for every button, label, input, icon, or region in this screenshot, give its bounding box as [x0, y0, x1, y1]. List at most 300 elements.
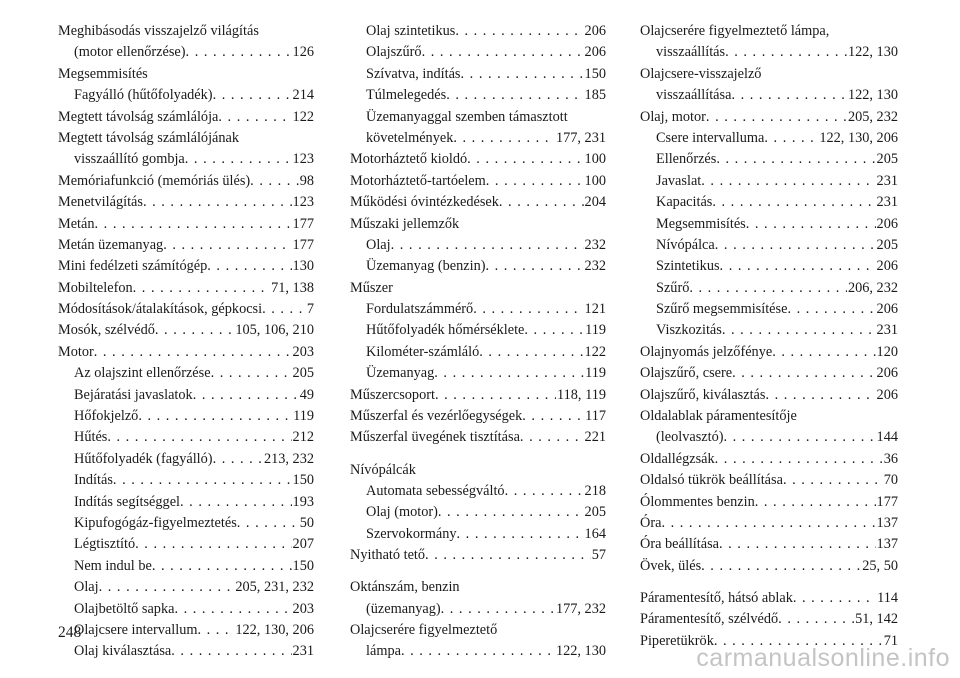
- dot-leader: [473, 299, 583, 320]
- index-term: visszaállító gombja: [74, 151, 185, 168]
- dot-leader: [435, 385, 556, 406]
- index-subentry: [350, 21, 606, 42]
- dot-leader: [701, 171, 875, 192]
- index-term: Szívatva, indítás: [366, 65, 461, 82]
- index-term: Megsemmisítés: [656, 215, 746, 232]
- index-subentry: [640, 256, 898, 277]
- index-subentry: [58, 556, 314, 577]
- index-term: Műszerfal üvegének tisztítása: [350, 429, 520, 446]
- index-term: Memóriafunkció (memóriás ülés): [58, 172, 251, 189]
- dot-leader: [457, 524, 584, 545]
- index-subentry: [350, 524, 606, 545]
- index-entry-continuation: [640, 42, 898, 63]
- index-subentry: [58, 85, 314, 106]
- page-reference: 114: [877, 589, 898, 606]
- index-entry: [58, 278, 314, 299]
- page-reference: 206: [876, 258, 898, 275]
- page-reference: 122, 130: [847, 87, 898, 104]
- index-spacer: [350, 566, 606, 577]
- index-term: Hűtőfolyadék (fagyálló): [74, 450, 213, 467]
- index-entry: [58, 128, 314, 149]
- index-entry: [640, 449, 898, 470]
- page-reference: 122: [292, 108, 314, 125]
- page-reference: 177, 232: [555, 600, 606, 617]
- index-entry: [58, 256, 314, 277]
- index-term: Olaj kiválasztása: [74, 643, 172, 660]
- dot-leader: [715, 235, 876, 256]
- page-reference: 36: [883, 450, 898, 467]
- page-reference: 122, 130, 206: [819, 129, 898, 146]
- index-term: Ellenőrzés: [656, 151, 717, 168]
- index-entry: [350, 278, 606, 299]
- dot-leader: [152, 556, 292, 577]
- index-spacer: [350, 449, 606, 460]
- dot-leader: [479, 342, 583, 363]
- watermark: carmanualsonline.info: [696, 644, 950, 672]
- page-reference: 71: [883, 632, 898, 649]
- page-reference: 231: [876, 194, 898, 211]
- index-entry: [58, 21, 314, 42]
- dot-leader: [155, 320, 234, 341]
- index-term: Nívópálcák: [350, 461, 416, 478]
- page-reference: 206: [876, 386, 898, 403]
- index-term: Szűrő megsemmisítése: [656, 301, 788, 318]
- dot-leader: [180, 492, 292, 513]
- index-subentry: [58, 641, 314, 662]
- dot-leader: [422, 42, 584, 63]
- page-reference: 206: [584, 23, 606, 39]
- index-term: Indítás segítséggel: [74, 493, 181, 510]
- index-entry: [58, 235, 314, 256]
- dot-leader: [731, 85, 847, 106]
- index-term: Oktánszám, benzin: [350, 579, 460, 596]
- dot-leader: [505, 481, 584, 502]
- index-term: Kapacitás: [656, 194, 713, 211]
- index-subentry: [58, 599, 314, 620]
- index-term: Olaj: [366, 236, 391, 253]
- index-term: Nyitható tető: [350, 547, 426, 564]
- index-subentry: [350, 85, 606, 106]
- page-reference: 205: [876, 236, 898, 253]
- index-subentry: [58, 427, 314, 448]
- page-reference: 144: [876, 429, 898, 446]
- page-reference: 7: [306, 301, 314, 318]
- index-subentry: [640, 214, 898, 235]
- index-entry: [350, 427, 606, 448]
- dot-leader: [401, 641, 555, 662]
- index-entry-continuation: [58, 149, 314, 170]
- dot-leader: [171, 641, 291, 662]
- page-reference: 207: [292, 536, 314, 553]
- index-term: Olajcserére figyelmeztető lámpa,: [640, 23, 830, 39]
- index-subentry: [640, 171, 898, 192]
- index-term: Olajcsere intervallum: [74, 621, 198, 638]
- page-reference: 100: [584, 151, 606, 168]
- page-reference: 205: [292, 365, 314, 382]
- dot-leader: [143, 192, 292, 213]
- index-subentry: [350, 107, 606, 128]
- dot-leader: [113, 470, 292, 491]
- index-entry: [640, 64, 898, 85]
- page-reference: 214: [292, 87, 314, 104]
- dot-leader: [138, 406, 292, 427]
- index-subentry: [350, 299, 606, 320]
- index-term: Üzemanyaggal szemben támasztott: [366, 108, 568, 125]
- index-term: Olajbetöltő sapka: [74, 600, 175, 617]
- index-term: Javaslat: [656, 172, 702, 189]
- index-subentry: [350, 64, 606, 85]
- index-entry: [640, 107, 898, 128]
- index-subentry: [58, 534, 314, 555]
- page-reference: 98: [299, 172, 314, 189]
- index-term: Műszerfal és vezérlőegységek: [350, 408, 523, 425]
- dot-leader: [716, 149, 875, 170]
- dot-leader: [778, 609, 854, 630]
- dot-leader: [163, 235, 291, 256]
- index-term: Hűtés: [74, 429, 108, 446]
- index-term: Motorháztető-tartóelem: [350, 172, 486, 189]
- dot-leader: [725, 42, 847, 63]
- page-reference: 57: [591, 547, 606, 564]
- dot-leader: [755, 492, 876, 513]
- page-reference: 100: [584, 172, 606, 189]
- dot-leader: [193, 385, 299, 406]
- index-entry-continuation: [640, 427, 898, 448]
- index-term: Olajszűrő: [366, 44, 422, 61]
- index-subentry: [58, 492, 314, 513]
- page-reference: 120: [876, 343, 898, 360]
- index-subentry: [640, 278, 898, 299]
- index-entry: [350, 149, 606, 170]
- index-term: Mosók, szélvédő: [58, 322, 155, 339]
- page-reference: 126: [292, 44, 314, 61]
- index-term: Műszaki jellemzők: [350, 215, 460, 232]
- index-term: Motorháztető kioldó: [350, 151, 468, 168]
- page-reference: 122, 130: [555, 643, 606, 660]
- index-term: követelmények: [366, 129, 454, 146]
- index-term: Túlmelegedés: [366, 87, 447, 104]
- index-spacer: [640, 577, 898, 588]
- page-reference: 137: [876, 536, 898, 553]
- page-reference: 164: [584, 525, 606, 542]
- page-reference: 49: [299, 386, 314, 403]
- dot-leader: [133, 278, 270, 299]
- dot-leader: [522, 406, 584, 427]
- dot-leader: [94, 342, 292, 363]
- index-entry: [640, 556, 898, 577]
- index-subentry: [58, 385, 314, 406]
- dot-leader: [391, 235, 584, 256]
- dot-leader: [712, 192, 875, 213]
- index-term: Meghibásodás visszajelző világítás: [58, 23, 259, 39]
- index-subentry: [350, 256, 606, 277]
- index-term: Olaj (motor): [366, 504, 438, 521]
- index-column-3: [640, 21, 898, 652]
- index-entry: [350, 214, 606, 235]
- dot-leader: [441, 599, 555, 620]
- index-term: Fordulatszámmérő: [366, 301, 474, 318]
- index-term: Olaj, motor: [640, 108, 706, 125]
- index-subentry: [58, 363, 314, 384]
- index-term: Olajcsere-visszajelző: [640, 65, 762, 82]
- index-term: Viszkozitás: [656, 322, 722, 339]
- dot-leader: [486, 171, 584, 192]
- index-subentry: [350, 320, 606, 341]
- index-entry: [350, 577, 606, 598]
- index-entry-continuation: [58, 42, 314, 63]
- index-entry: [640, 492, 898, 513]
- index-term: Légtisztító: [74, 536, 136, 553]
- index-entry: [58, 192, 314, 213]
- page-reference: 206: [876, 301, 898, 318]
- page-reference: 150: [292, 557, 314, 574]
- dot-leader: [467, 149, 583, 170]
- dot-leader: [213, 85, 292, 106]
- index-term: Csere intervalluma: [656, 129, 765, 146]
- page-reference: 119: [293, 408, 314, 425]
- dot-leader: [185, 149, 292, 170]
- index-term: Oldalsó tükrök beállítása: [640, 472, 783, 489]
- index-term: Mobiltelefon: [58, 279, 133, 296]
- index-entry: [58, 299, 314, 320]
- index-entry: [350, 171, 606, 192]
- index-entry: [350, 620, 606, 641]
- index-term: Szűrő: [656, 279, 690, 296]
- page-reference: 206: [584, 44, 606, 61]
- index-subentry: [350, 342, 606, 363]
- page-reference: 119: [585, 322, 606, 339]
- dot-leader: [723, 427, 875, 448]
- dot-leader: [715, 449, 883, 470]
- index-term: (motor ellenőrzése): [74, 44, 186, 61]
- page-reference: 221: [584, 429, 606, 446]
- page-number: 248: [58, 624, 82, 641]
- dot-leader: [499, 192, 584, 213]
- index-term: Páramentesítő, hátsó ablak: [640, 589, 793, 606]
- index-term: lámpa: [366, 643, 401, 660]
- dot-leader: [174, 599, 291, 620]
- index-term: Óra: [640, 514, 662, 531]
- page-reference: 206: [876, 215, 898, 232]
- index-term: Indítás: [74, 472, 113, 489]
- index-term: Óra beállítása: [640, 536, 719, 553]
- dot-leader: [746, 214, 876, 235]
- dot-leader: [732, 363, 875, 384]
- page-reference: 231: [292, 643, 314, 660]
- dot-leader: [772, 342, 875, 363]
- index-term: Üzemanyag: [366, 365, 435, 382]
- page-reference: 231: [876, 322, 898, 339]
- page-reference: 122, 130, 206: [235, 621, 314, 638]
- index-subentry: [58, 620, 314, 641]
- index-term: Műszercsoport: [350, 386, 435, 403]
- index-term: Hőfokjelző: [74, 408, 139, 425]
- dot-leader: [520, 427, 584, 448]
- page-reference: 232: [584, 236, 606, 253]
- index-subentry: [350, 502, 606, 523]
- dot-leader: [793, 588, 876, 609]
- index-term: Oldalablak páramentesítője: [640, 408, 797, 425]
- page-reference: 123: [292, 151, 314, 168]
- index-term: (üzemanyag): [366, 600, 441, 617]
- index-entry: [640, 363, 898, 384]
- page-reference: 205: [584, 504, 606, 521]
- dot-leader: [250, 171, 299, 192]
- index-term: visszaállítása: [656, 87, 732, 104]
- page-reference: 218: [584, 482, 606, 499]
- page-reference: 150: [292, 472, 314, 489]
- index-entry: [58, 171, 314, 192]
- index-term: Bejáratási javaslatok: [74, 386, 193, 403]
- index-term: Nem indul be: [74, 557, 152, 574]
- index-term: Oldallégzsák: [640, 450, 715, 467]
- dot-leader: [461, 64, 584, 85]
- dot-leader: [455, 21, 583, 42]
- index-subentry: [58, 449, 314, 470]
- index-entry: [640, 406, 898, 427]
- dot-leader: [485, 256, 583, 277]
- index-subentry: [350, 235, 606, 256]
- index-subentry: [640, 192, 898, 213]
- index-entry: [350, 406, 606, 427]
- dot-leader: [434, 363, 584, 384]
- page-reference: 25, 50: [862, 557, 898, 574]
- dot-leader: [237, 513, 299, 534]
- index-term: Módosítások/átalakítások, gépkocsi: [58, 301, 263, 318]
- index-subentry: [58, 513, 314, 534]
- index-term: Olajszűrő, csere: [640, 365, 733, 382]
- dot-leader: [186, 42, 292, 63]
- index-term: (leolvasztó): [656, 429, 724, 446]
- page-reference: 232: [584, 258, 606, 275]
- page-reference: 122: [584, 343, 606, 360]
- dot-leader: [213, 449, 263, 470]
- page-reference: 130: [292, 258, 314, 275]
- page-reference: 71, 138: [271, 279, 314, 296]
- dot-leader: [689, 278, 847, 299]
- index-entry: [640, 534, 898, 555]
- index-term: Nívópálca: [656, 236, 715, 253]
- index-term: Szintetikus: [656, 258, 720, 275]
- dot-leader: [438, 502, 584, 523]
- page-reference: 50: [299, 514, 314, 531]
- index-subentry: [58, 577, 314, 598]
- index-term: Megtett távolság számlálójának: [58, 129, 240, 146]
- index-subentry: [350, 481, 606, 502]
- dot-leader: [135, 534, 291, 555]
- index-term: Ólommentes benzin: [640, 493, 755, 510]
- dot-leader: [107, 427, 291, 448]
- dot-leader: [99, 577, 235, 598]
- page-reference: 205, 231, 232: [235, 579, 314, 596]
- page-reference: 212: [292, 429, 314, 446]
- index-term: Üzemanyag (benzin): [366, 258, 486, 275]
- index-entry: [640, 21, 898, 42]
- index-term: Övek, ülés: [640, 557, 702, 574]
- page-reference: 70: [883, 472, 898, 489]
- index-term: Műszer: [350, 279, 393, 296]
- page-reference: 205, 232: [847, 108, 898, 125]
- index-entry: [350, 545, 606, 566]
- dot-leader: [262, 299, 306, 320]
- index-term: Motor: [58, 343, 94, 360]
- page-reference: 231: [876, 172, 898, 189]
- index-subentry: [640, 128, 898, 149]
- index-subentry: [640, 299, 898, 320]
- index-term: Szervokormány: [366, 525, 457, 542]
- page-reference: 177: [292, 236, 314, 253]
- page-reference: 51, 142: [855, 611, 898, 628]
- page-reference: 123: [292, 194, 314, 211]
- index-term: Olaj: [74, 579, 99, 596]
- index-entry: [640, 609, 898, 630]
- page-reference: 121: [584, 301, 606, 318]
- page-reference: 119: [585, 365, 606, 382]
- page-reference: 105, 106, 210: [235, 322, 314, 339]
- index-entry: [640, 470, 898, 491]
- index-entry: [58, 320, 314, 341]
- index-term: Piperetükrök: [640, 632, 714, 649]
- dot-leader: [787, 299, 875, 320]
- index-subentry: [350, 128, 606, 149]
- index-term: Kilométer-számláló: [366, 343, 480, 360]
- dot-leader: [706, 107, 847, 128]
- index-term: Működési óvintézkedések: [350, 194, 499, 211]
- page-reference: 193: [292, 493, 314, 510]
- dot-leader: [701, 556, 861, 577]
- index-entry: [350, 385, 606, 406]
- dot-leader: [207, 256, 291, 277]
- dot-leader: [524, 320, 584, 341]
- index-entry: [350, 192, 606, 213]
- page-reference: 204: [584, 194, 606, 211]
- page-reference: 203: [292, 600, 314, 617]
- page-reference: 205: [876, 151, 898, 168]
- dot-leader: [783, 470, 883, 491]
- index-term: visszaállítás: [656, 44, 726, 61]
- index-subentry: [58, 470, 314, 491]
- index-term: Metán: [58, 215, 95, 232]
- index-term: Automata sebességváltó: [366, 482, 505, 499]
- index-entry: [58, 214, 314, 235]
- page-reference: 118, 119: [557, 386, 606, 403]
- page-reference: 117: [585, 408, 606, 425]
- index-column-2: [350, 21, 606, 663]
- index-entry: [640, 513, 898, 534]
- dot-leader: [218, 107, 291, 128]
- index-term: Olajnyomás jelzőfénye: [640, 343, 773, 360]
- index-entry: [58, 64, 314, 85]
- index-entry: [640, 385, 898, 406]
- index-entry: [640, 588, 898, 609]
- page-reference: 137: [876, 514, 898, 531]
- index-term: Mini fedélzeti számítógép: [58, 258, 208, 275]
- page-reference: 206: [876, 365, 898, 382]
- page-reference: 203: [292, 343, 314, 360]
- dot-leader: [446, 85, 583, 106]
- index-term: Olajcserére figyelmeztető: [350, 621, 498, 638]
- index-term: Megtett távolság számlálója: [58, 108, 219, 125]
- page-reference: 122, 130: [847, 44, 898, 61]
- index-entry-continuation: [350, 599, 606, 620]
- index-term: Menetvilágítás: [58, 194, 143, 211]
- dot-leader: [720, 256, 876, 277]
- index-entry-continuation: [640, 85, 898, 106]
- index-term: Az olajszint ellenőrzése: [74, 365, 211, 382]
- page-reference: 150: [584, 65, 606, 82]
- dot-leader: [661, 513, 875, 534]
- index-entry-continuation: [350, 641, 606, 662]
